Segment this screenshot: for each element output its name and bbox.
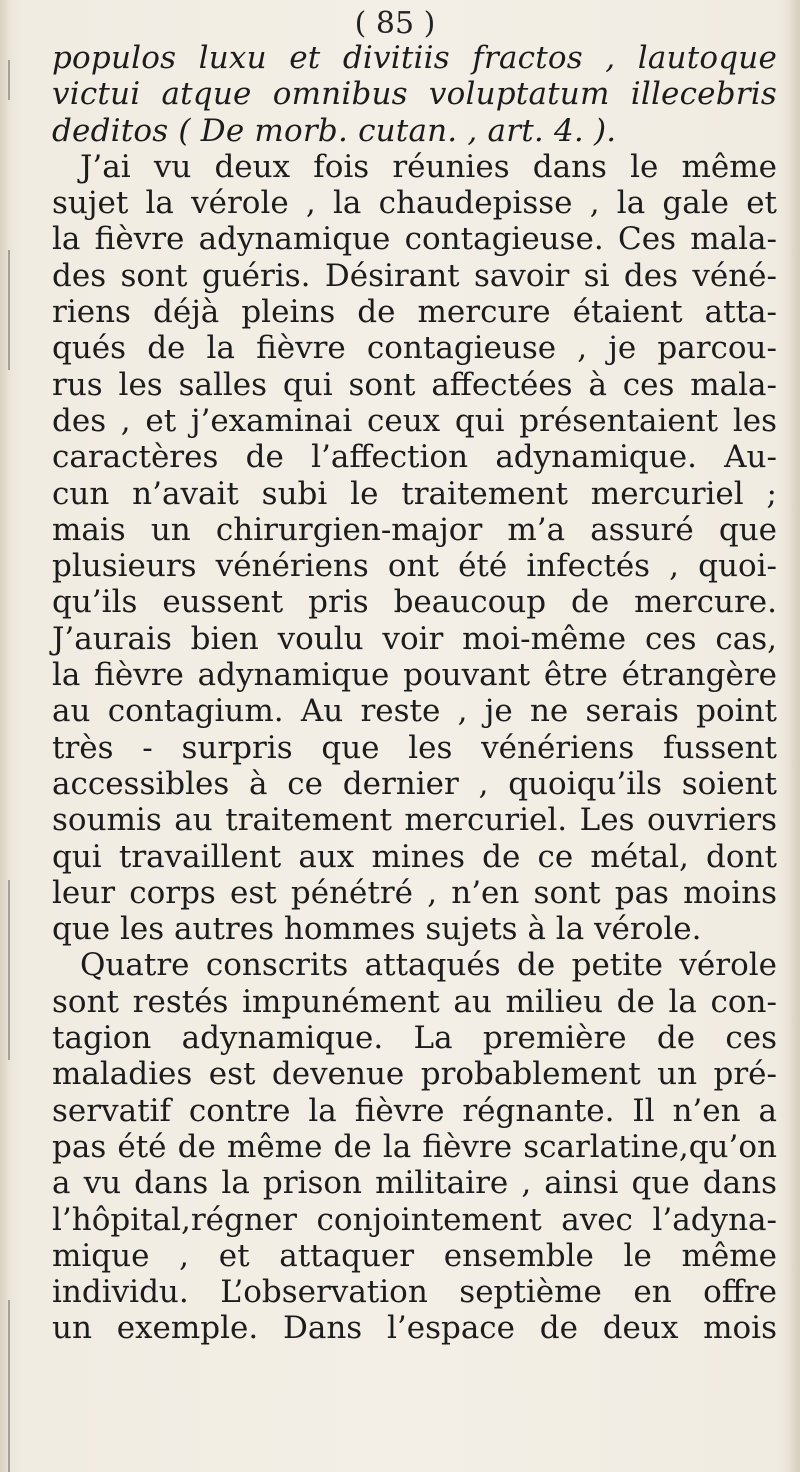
text-line: sont restés impunément au milieu de la con- [52,983,777,1020]
text-line: J’ai vu deux fois réunies dans le même [80,148,777,185]
text-line: servatif contre la fièvre régnante. Il n’en a [52,1092,777,1129]
text-line: a vu dans la prison militaire , ainsi que dans [52,1165,777,1202]
text-line: rus les salles qui sont affectées à ces mala- [52,366,777,403]
text-line: au contagium. Au reste , je ne serais point [52,693,777,730]
text-line: l’hôpital,régner conjointement avec l’adyna- [52,1201,777,1238]
text-line: individu. L’observation septième en offre [52,1274,777,1311]
margin-mark [8,1300,10,1472]
text-line: un exemple. Dans l’espace de deux mois [52,1310,777,1347]
text-line: maladies est devenue probablement un pré- [52,1056,777,1093]
text-line: la fièvre adynamique pouvant être étrangère [52,657,777,694]
text-line: riens déjà pleins de mercure étaient atta- [52,294,777,331]
margin-mark [8,250,10,370]
text-line: mique , et attaquer ensemble le même [52,1237,777,1274]
text-line: leur corps est pénétré , n’en sont pas moins [52,874,777,911]
text-line: J’aurais bien voulu voir moi-même ces cas, [52,620,777,657]
text-line: pas été de même de la fièvre scarlatine,qu’on [52,1128,777,1165]
page-edge-shadow [788,0,800,1472]
text-line: cun n’avait subi le traitement mercuriel ; [52,475,777,512]
text-line: que les autres hommes sujets à la vérole. [52,911,702,948]
page-number: ( 85 ) [354,6,436,41]
page-gutter-shadow [0,0,10,1472]
text-line: victui atque omnibus voluptatum illecebris [52,76,777,113]
text-line: plusieurs vénériens ont été infectés , quoi- [52,548,777,585]
text-line: populos luxu et divitiis fractos , lautoque [52,40,777,76]
text-line: deditos ( De morb. cutan. , art. 4. ). [52,112,617,149]
text-line: tagion adynamique. La première de ces [52,1020,777,1057]
text-line [52,113,777,149]
text-line: des , et j’examinai ceux qui présentaient les [52,402,777,439]
text-line: mais un chirurgien-major m’a assuré que [52,511,777,548]
text-line: la fièvre adynamique contagieuse. Ces mala- [52,221,777,258]
text-line: des sont guéris. Désirant savoir si des véné- [52,257,777,294]
body-text [52,40,777,1347]
text-line: qui travaillent aux mines de ce métal, dont [52,838,777,875]
text-line: caractères de l’affection adynamique. Au- [52,439,777,476]
text-line: qu’ils eussent pris beaucoup de mercure. [52,584,777,621]
text-line: qués de la fièvre contagieuse , je parcou- [52,330,777,367]
text-line: très - surpris que les vénériens fussent [52,729,777,766]
margin-mark [8,880,10,1060]
text-line: accessibles à ce dernier , quoiqu’ils soient [52,765,777,802]
text-line: Quatre conscrits attaqués de petite vérole [80,947,777,984]
text-line: soumis au traitement mercuriel. Les ouvriers [52,802,777,839]
margin-mark [8,60,10,100]
text-line: sujet la vérole , la chaudepisse , la gale et [52,185,777,222]
